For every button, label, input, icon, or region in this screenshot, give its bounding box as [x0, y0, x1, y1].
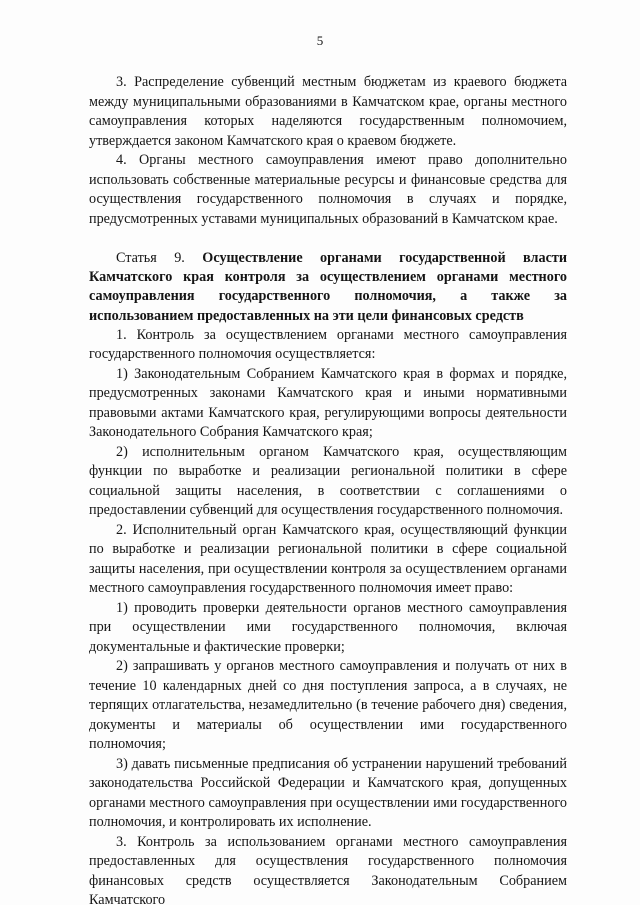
item-2-executive-body: 2) исполнительным органом Камчатского края, осуществляющим функции по выработке и реализации региональной политики в сфере социальной защиты населения, в соответствии с соглашениями о предоставлении субвенций для осуществления государственного полномочия.: [89, 443, 567, 519]
item-3-orders: 3) давать письменные предписания об устранении нарушений требований законодательства Российской Федерации и Камчатского края, допущенных органами местного самоуправления при осуществлении ими государственного полномочия, и контролировать их исполнение.: [89, 755, 567, 831]
item-2-requests: 2) запрашивать у органов местного самоуправления и получать от них в течение 10 календарных дней со дня поступления запроса, а в случаях, не терпящих отлагательства, незамедлительно (в течение рабочего дня) сведения, документы и материалы об осуществлении ими государственного полномочия;: [89, 658, 567, 753]
document-body: [89, 73, 567, 911]
page-number: 5: [316, 33, 324, 48]
paragraph-2-executive-rights: 2. Исполнительный орган Камчатского края, осуществляющий функции по выработке и реализации региональной политики в сфере социальной защиты населения, при осуществлении контроля за осуществлением органами местного самоуправления государственного полномочия имеет право:: [89, 521, 567, 597]
article-heading: [89, 249, 567, 326]
paragraph-4-additional-resources: 4. Органы местного самоуправления имеют право дополнительно использовать собственные материальные ресурсы и финансовые средства для осуществления государственного полномочия в случаях и порядке, предусмотренных уставами муниципальных образований в Камчатском крае.: [89, 152, 567, 227]
item-1-legislative-assembly: 1) Законодательным Собранием Камчатского края в формах и порядке, предусмотренных законами Камчатского края и иными нормативными правовыми актами Камчатского края, регулирующими вопросы деятельности Законодательного Собрания Камчатского края;: [89, 365, 567, 441]
paragraph-3-distribution: 3. Распределение субвенций местным бюджетам из краевого бюджета между муниципальными образованиями в Камчатском крае, органы местного самоуправления которых наделяются государственным полномочием, утверждается законом Камчатского края о краевом бюджете.: [89, 74, 567, 149]
paragraph-1-control: 1. Контроль за осуществлением органами местного самоуправления государственного полномочия осуществляется:: [89, 326, 567, 363]
paragraph-3-financial-control: 3. Контроль за использованием органами местного самоуправления предоставленных для осуществления государственного полномочия финансовых средств осуществляется Законодательным Собранием Камчатского: [89, 833, 567, 909]
article-label: Статья 9.: [116, 250, 185, 266]
item-1-inspections: 1) проводить проверки деятельности органов местного самоуправления при осуществлении ими государственного полномочия, включая документальные и фактические проверки;: [89, 599, 567, 655]
article-title: Осуществление органами государственной власти Камчатского края контроля за осуществлением органами местного самоуправления государственного полномочия, а также за использованием предоставленных на эти цели финансовых средств: [89, 250, 568, 324]
